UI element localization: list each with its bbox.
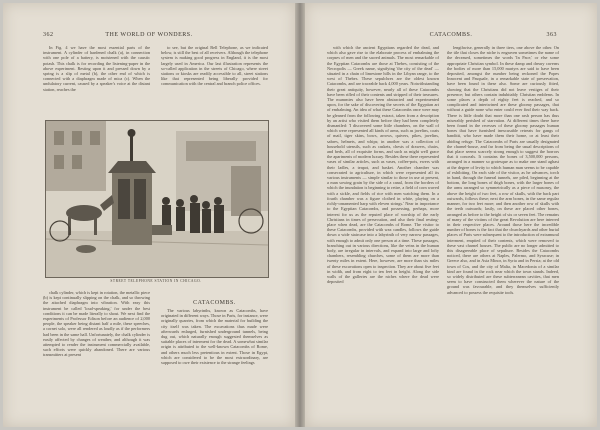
left-page <box>3 3 295 427</box>
page-number-left: 362 <box>43 32 54 38</box>
running-head-left <box>43 32 255 38</box>
book-gutter <box>295 3 305 427</box>
left-col1-top-text <box>43 45 150 115</box>
running-head-right <box>345 32 557 38</box>
left-col1-bottom-text <box>43 290 150 412</box>
running-title-left: THE WORLD OF WONDERS. <box>105 32 193 38</box>
left-col2-bottom-text <box>161 308 268 412</box>
street-telephone-illustration <box>45 120 269 278</box>
right-col2-text <box>447 45 559 413</box>
page-number-right: 363 <box>546 32 557 38</box>
paragraph: In Fig. 4 we have the most essential parts of the instrument. A cylinder of hardened chalk (a), in connection with one pole of a battery, is moistened with the caustic potash. This chalk is for recording the listening-paper in the above experiment. Resting upon it and pressed down by a spring is a slip of metal (b), the other end of which is connected with a diaphragm made of mica (c). When the undulatory current, caused by a speaker's voice at the distant station, reaches the <box>43 45 150 92</box>
paragraph: chalk cylinder, which is kept in rotation, the metallic piece (b) is kept continually slipping on the chalk, and so throwing the attached diaphragm into vibration. With easy this instrument be called 'loud-speaking,' for under the best conditions it can be made literally to shout. We next find the experiments of Professor Edison before an audience of 2,000 people, the speaker being distant half a mile, these speeches, a cornet solo, were all rendered as loudly as if the performers had been in the same hall. Unfortunately, the chalk cylinder is easily affected by changes of weather, and although it was attempted to render the instrument commercially available, such efforts were quickly abandoned. There are various transmitters at present <box>43 290 150 358</box>
paragraph: The various labyrinths, known as Catacombs, have originated in different ways. Those in Paris, for instance, were originally quarries, from which the material for building the city itself was taken. The excavations thus made were afterwards enlarged, furnished underground tunnels, being dug out, which naturally enough suggested themselves as suitable places of interment for the dead. A somewhat similar origin is attributed to the well-known Catacombs of Rome, and others much less pretentious in extent. Those in Egypt, which are considered to be the most extraordinary, are supposed to owe their existence to the strange feelings <box>161 308 268 366</box>
paragraph: lengthwise, generally in three tiers, one above the other. On the tile that closes the niche is engraven sometimes the name of the deceased, sometimes the words 'In Pace,' or else some appropriate Christian symbol. In these damp and dreary caverns the bodies of more than 15,000 martyrs are said to have been deposited, amongst the number being reckoned the Popes Innocent and Pasquale, in a remarkable state of preservation, have been found in these also. Some are curiously fitted, showing that the Christians did not leave vestiges of their presence; but others contain indubitably Christian emblems. In some places a depth of eighty feet is reached, and so complicated and intertwined are these gloomy passages, that without a guide none who enter could ever find their way back. There is little doubt that more than one rash person has thus miserably perished of starvation. At different times there have been found in the recesses of these gloomy passages human bones that have furnished inexcusable retreats for gangs of banditti, who have made them their home, or at least their abiding refuge. The Catacombs of Paris are usually designated the charnel-house, and far from being the usual descriptions of that place seems scarcely strong enough to suggest the horrors that it conceals. It contains the bones of 3,500,000 persons, arranged in a manner so grotesque as to make one stand aghast at the degree of levity to which human man seems to be capable of exhibiting. On each side of the visitor, as he advances, torch in hand, through the funeral tunnels, are piled, beginning at the bottom, the long bones of thigh bones, with the larger bones of the arms arranged so symmetrically as a piece of masonry, the above the height of two feet, a row of skulls, with the back part outwards, follows these; next the arm bones, in the same regular manner, for two feet more; and then another row of skulls with the teeth outwards; lastly, on these are placed other bones, arranged as before to the height of six or seven feet. The remains of many of the victims of the great Revolution are here interred in their respective places. Around those here the incredible number of bones is the fact that the churchyards and other burial places of Paris were subsequent to the introduction of extramural interment, emptied of their contents, which were removed to these vast charnel houses. The public are no longer admitted to this disagreeable place of sepulture. Besides the Catacombs noticed, there are others at Naples, Palermo, and Syracuse; in Greece also, and in Asia Minor, in Syria and in Persia; at the old town of Cos, and the city of Malta, in Macedonia of a similar kind are found in the rock near which the town stands. Indeed, so widely distributed are these subterranean cavities, that men seem to have constructed them wherever the nature of the ground was favourable, and they themselves sufficiently advanced to possess the requisite tools. <box>447 45 559 295</box>
right-page <box>305 3 597 427</box>
paragraph: with which the ancient Egyptians regarded the dead, and which also gave rise to the elaborate process of embalming the corpses of men and the sacred animals. The most remarkable of the Egyptian Catacombs are those at Thebes, consisting of the Necropolis — Greek name, signifying 'the city of the dead' — situated in a chain of limestone hills in the Libyan range, to the west of Thebes. These sepulchres are the oldest known Catacombs, and are traceable back 4,000 years. Notwithstanding their great antiquity, however, nearly all of these Catacombs have been rifled of their contents and stripped of their treasures. The mummies also have been abstracted and experimented upon, for the sake of discovering the secrets of the Egyptian art of embalming. An idea of what these Catacombs once were may be gleaned from the following extract, taken from a description by an artist who visited them before they had been completely dismantled: 'I discovered some little chambers, on the wall of which were represented all kinds of arms, such as javelins, coats of mail, tiger skins, bows, arrows, quivers, pikes, javelins, sabres, helmets, and whips; in another was a collection of household utensils, such as caskets, chests of drawers, chairs, and beds, all of exquisite forms, and such as might well grace the apartments of modern luxury. Besides these there represented vases of similar articles, such as vases, coffee-pots, ewers with their ladles, a teapot, and basket. Another chamber was consecrated to agriculture, in which were represented all its various instruments — simple similar to those in use at present, a man sowing grain by the side of a canal, from the borders of which the inundation is beginning to retire, a field of corn waved with a sickle, and fields of rice with men watching them. In a fourth chamber was a figure clothed in white, playing on a richly-ornamented harp with eleven strings.' Near in importance to the Egyptian Catacombs, and possessing, perhaps, more interest for us as the reputed place of worship of the early Christians in times of persecution, and also their final resting-place when dead, are the Catacombs of Rome. The visitor to these Catacombs, provided with wax candles, follows the guide down a wide staircase into a labyrinth of very narrow passages, with enough to admit only one person at a time. These passages, branching out in various directions, like the veins in the human body, are irregular in intervals, and expand into large and lofty chambers, resembling churches, some of them are more than twenty miles in extent. Here, however, are more than six miles of these excavations open to inspection. They are about five feet in width, and from eight to ten feet in height. Along the side walls of the galleries are the niches where the dead were deposited <box>327 45 439 285</box>
right-col1-text <box>327 45 439 413</box>
paragraph: to see, but the original Bell Telephone, as we indicated below, is still the best of all receivers. Although the telephone system is making good progress in England, it is the most largely used in America. Our last illustration represents the so-called application in the streets of Chicago, where street stations or kiosks are readily accessible to all, street stations like that represented being liberally provided for communication with the central and branch police offices. <box>161 45 268 87</box>
illustration-caption: STREET TELEPHONE STATION IN CHICAGO. <box>110 279 202 283</box>
running-title-right: CATACOMBS. <box>429 32 473 38</box>
left-col2-top-text <box>161 45 268 115</box>
section-title-catacombs: CATACOMBS. <box>193 300 236 306</box>
